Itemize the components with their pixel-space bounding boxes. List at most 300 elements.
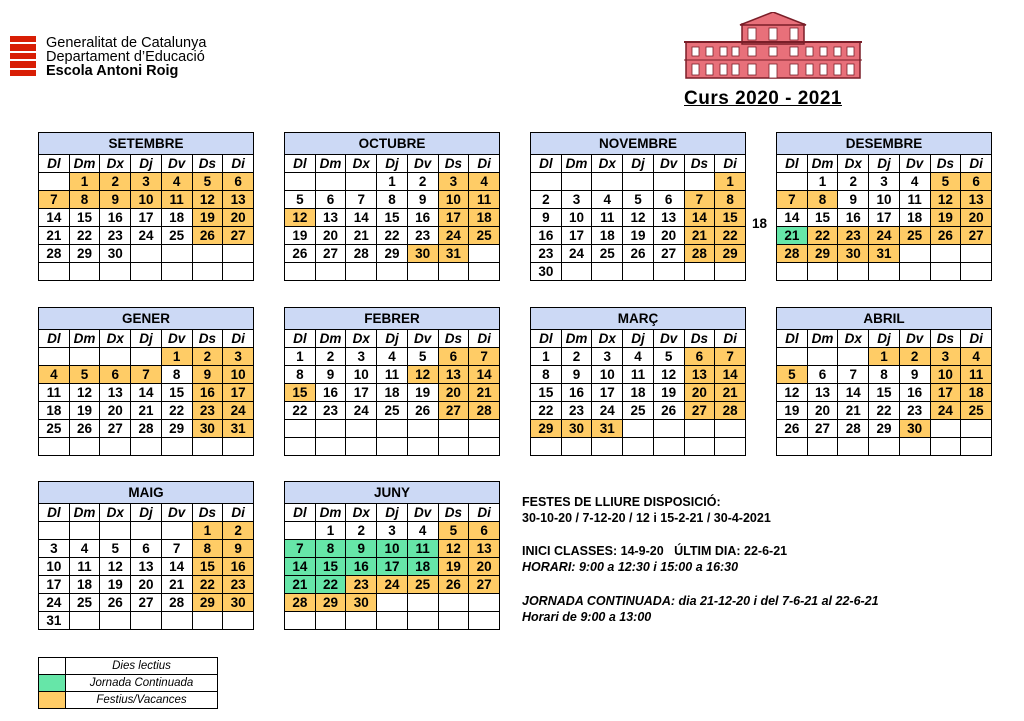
info-festes (522, 494, 771, 526)
empty-cell (469, 263, 500, 281)
day-cell: 17 (377, 558, 408, 576)
day-cell: 28 (469, 402, 500, 420)
day-cell: 3 (438, 173, 469, 191)
day-cell: 3 (592, 348, 623, 366)
day-cell: 18 (592, 227, 623, 245)
empty-cell (930, 420, 961, 438)
day-cell: 18 (69, 576, 100, 594)
empty-cell (684, 420, 715, 438)
day-cell: 11 (161, 191, 192, 209)
empty-cell (346, 612, 377, 630)
legend-row (39, 692, 218, 709)
day-cell: 18 (899, 209, 930, 227)
weekday-label: Dv (407, 330, 438, 348)
day-cell: 3 (930, 348, 961, 366)
month-name: MAIG (39, 482, 254, 504)
month-name: JUNY (285, 482, 500, 504)
weekday-label: Di (223, 330, 254, 348)
empty-cell (899, 245, 930, 263)
day-cell: 27 (807, 420, 838, 438)
empty-cell (131, 612, 162, 630)
weekday-label: Dm (561, 155, 592, 173)
day-cell: 24 (869, 227, 900, 245)
weekday-label: Dj (623, 155, 654, 173)
day-cell: 21 (131, 402, 162, 420)
day-cell: 27 (653, 245, 684, 263)
generalitat-logo-icon (10, 36, 36, 76)
day-cell: 20 (961, 209, 992, 227)
day-cell: 17 (223, 384, 254, 402)
empty-cell (469, 438, 500, 456)
empty-cell (377, 594, 408, 612)
empty-cell (407, 420, 438, 438)
month-name: FEBRER (285, 308, 500, 330)
day-cell: 14 (285, 558, 316, 576)
day-cell: 11 (39, 384, 70, 402)
day-cell: 14 (39, 209, 70, 227)
day-cell: 5 (438, 522, 469, 540)
day-cell: 16 (899, 384, 930, 402)
weekday-label: Dl (777, 155, 808, 173)
day-cell: 19 (438, 558, 469, 576)
weekday-label: Dl (531, 155, 562, 173)
day-cell: 25 (69, 594, 100, 612)
empty-cell (838, 438, 869, 456)
empty-cell (653, 420, 684, 438)
empty-cell (531, 438, 562, 456)
day-cell: 19 (623, 227, 654, 245)
day-cell: 15 (715, 209, 746, 227)
day-cell: 17 (930, 384, 961, 402)
empty-cell (39, 522, 70, 540)
empty-cell (961, 420, 992, 438)
weekday-label: Dv (899, 155, 930, 173)
day-cell: 1 (531, 348, 562, 366)
empty-cell (715, 438, 746, 456)
day-cell: 17 (438, 209, 469, 227)
empty-cell (869, 438, 900, 456)
day-cell: 15 (807, 209, 838, 227)
day-cell: 19 (407, 384, 438, 402)
festes-title: FESTES DE LLIURE DISPOSICIÓ: (522, 495, 721, 509)
day-cell: 14 (715, 366, 746, 384)
day-cell: 30 (346, 594, 377, 612)
weekday-label: Ds (438, 504, 469, 522)
day-cell: 29 (315, 594, 346, 612)
weekday-label: Ds (930, 330, 961, 348)
weekday-label: Dm (561, 330, 592, 348)
day-cell: 12 (930, 191, 961, 209)
day-cell: 25 (469, 227, 500, 245)
day-cell: 6 (223, 173, 254, 191)
day-cell: 21 (469, 384, 500, 402)
empty-cell (438, 612, 469, 630)
day-cell: 24 (39, 594, 70, 612)
empty-cell (592, 173, 623, 191)
day-cell: 27 (469, 576, 500, 594)
day-cell: 10 (131, 191, 162, 209)
day-cell: 23 (838, 227, 869, 245)
day-cell: 21 (715, 384, 746, 402)
day-cell: 6 (653, 191, 684, 209)
day-cell: 16 (531, 227, 562, 245)
day-cell: 7 (285, 540, 316, 558)
weekday-label: Ds (438, 155, 469, 173)
empty-cell (777, 438, 808, 456)
legend-label: Festius/Vacances (66, 692, 218, 709)
day-cell: 5 (653, 348, 684, 366)
day-cell: 3 (869, 173, 900, 191)
day-cell: 28 (838, 420, 869, 438)
day-cell: 4 (623, 348, 654, 366)
month-name: GENER (39, 308, 254, 330)
day-cell: 31 (592, 420, 623, 438)
weekday-label: Ds (192, 155, 223, 173)
empty-cell (223, 438, 254, 456)
day-cell: 7 (469, 348, 500, 366)
day-cell: 14 (684, 209, 715, 227)
empty-cell (961, 245, 992, 263)
day-cell: 30 (100, 245, 131, 263)
day-cell: 18 (39, 402, 70, 420)
empty-cell (39, 263, 70, 281)
day-cell: 14 (346, 209, 377, 227)
weekday-label: Dv (407, 504, 438, 522)
day-cell: 1 (69, 173, 100, 191)
school-building-icon (684, 12, 862, 80)
day-cell: 20 (315, 227, 346, 245)
legend-swatch (39, 692, 66, 709)
empty-cell (285, 438, 316, 456)
empty-cell (315, 420, 346, 438)
day-cell: 7 (715, 348, 746, 366)
day-cell: 10 (561, 209, 592, 227)
empty-cell (592, 263, 623, 281)
day-cell: 26 (777, 420, 808, 438)
day-cell: 10 (869, 191, 900, 209)
day-cell: 17 (561, 227, 592, 245)
day-cell: 29 (161, 420, 192, 438)
day-cell: 26 (192, 227, 223, 245)
header (10, 36, 206, 78)
day-cell: 3 (39, 540, 70, 558)
day-cell: 2 (838, 173, 869, 191)
day-cell: 22 (315, 576, 346, 594)
weekday-label: Di (469, 504, 500, 522)
day-cell: 8 (807, 191, 838, 209)
month-name: ABRIL (777, 308, 992, 330)
school-name: Escola Antoni Roig (46, 63, 179, 79)
weekday-label: Dj (131, 504, 162, 522)
day-cell: 8 (869, 366, 900, 384)
day-cell: 15 (69, 209, 100, 227)
day-cell: 21 (346, 227, 377, 245)
empty-cell (192, 263, 223, 281)
empty-cell (131, 348, 162, 366)
day-cell: 22 (285, 402, 316, 420)
legend-label: Jornada Continuada (66, 675, 218, 692)
day-cell: 28 (346, 245, 377, 263)
empty-cell (161, 612, 192, 630)
day-cell: 14 (131, 384, 162, 402)
day-cell: 15 (315, 558, 346, 576)
weekday-label: Ds (684, 155, 715, 173)
horari: HORARI: 9:00 a 12:30 i 15:00 a 16:30 (522, 560, 739, 574)
day-cell: 8 (531, 366, 562, 384)
weekday-label: Dm (69, 330, 100, 348)
day-cell: 19 (192, 209, 223, 227)
empty-cell (161, 438, 192, 456)
day-cell: 31 (438, 245, 469, 263)
day-cell: 11 (623, 366, 654, 384)
day-cell: 13 (807, 384, 838, 402)
day-cell: 6 (100, 366, 131, 384)
day-cell: 10 (438, 191, 469, 209)
empty-cell (377, 438, 408, 456)
day-cell: 7 (161, 540, 192, 558)
day-cell: 15 (161, 384, 192, 402)
day-cell: 25 (961, 402, 992, 420)
day-cell: 22 (531, 402, 562, 420)
weekday-label: Dj (377, 330, 408, 348)
day-cell: 13 (469, 540, 500, 558)
month-maig (38, 481, 254, 630)
day-cell: 4 (469, 173, 500, 191)
empty-cell (315, 438, 346, 456)
day-cell: 20 (684, 384, 715, 402)
weekday-label: Dl (285, 330, 316, 348)
day-cell: 18 (377, 384, 408, 402)
legend-swatch (39, 675, 66, 692)
month-abril (776, 307, 992, 456)
weekday-label: Dm (69, 155, 100, 173)
day-cell: 13 (961, 191, 992, 209)
day-cell: 4 (961, 348, 992, 366)
day-cell: 14 (161, 558, 192, 576)
weekday-label: Dl (531, 330, 562, 348)
day-cell: 12 (192, 191, 223, 209)
day-cell: 9 (899, 366, 930, 384)
day-cell: 12 (438, 540, 469, 558)
empty-cell (346, 420, 377, 438)
day-cell: 27 (684, 402, 715, 420)
day-cell: 17 (869, 209, 900, 227)
day-cell: 1 (715, 173, 746, 191)
empty-cell (285, 173, 316, 191)
day-cell: 28 (285, 594, 316, 612)
day-cell: 24 (223, 402, 254, 420)
day-cell: 22 (192, 576, 223, 594)
weekday-label: Dv (407, 155, 438, 173)
day-cell: 25 (39, 420, 70, 438)
weekday-label: Dm (315, 504, 346, 522)
day-cell: 9 (315, 366, 346, 384)
day-cell: 13 (100, 384, 131, 402)
empty-cell (285, 612, 316, 630)
day-cell: 16 (223, 558, 254, 576)
day-cell: 8 (192, 540, 223, 558)
day-cell: 11 (377, 366, 408, 384)
empty-cell (807, 348, 838, 366)
weekday-label: Di (469, 155, 500, 173)
day-cell: 4 (899, 173, 930, 191)
empty-cell (223, 612, 254, 630)
day-cell: 10 (930, 366, 961, 384)
empty-cell (100, 522, 131, 540)
day-cell: 16 (407, 209, 438, 227)
day-cell: 6 (684, 348, 715, 366)
day-cell: 28 (715, 402, 746, 420)
weekday-label: Dj (377, 504, 408, 522)
month-juny (284, 481, 500, 630)
weekday-label: Dv (161, 155, 192, 173)
day-cell: 28 (131, 420, 162, 438)
day-cell: 10 (39, 558, 70, 576)
empty-cell (930, 438, 961, 456)
month-setembre (38, 132, 254, 281)
day-cell: 11 (69, 558, 100, 576)
day-cell: 19 (930, 209, 961, 227)
day-cell: 30 (407, 245, 438, 263)
day-cell: 4 (377, 348, 408, 366)
empty-cell (469, 594, 500, 612)
day-cell: 27 (315, 245, 346, 263)
day-cell: 16 (838, 209, 869, 227)
empty-cell (192, 245, 223, 263)
empty-cell (684, 173, 715, 191)
empty-cell (592, 438, 623, 456)
day-cell: 26 (653, 402, 684, 420)
empty-cell (285, 420, 316, 438)
day-cell: 1 (315, 522, 346, 540)
day-cell: 10 (592, 366, 623, 384)
day-cell: 16 (315, 384, 346, 402)
jornada-title: JORNADA CONTINUADA: dia 21-12-20 i del 7-6-21 al 22-6-21 (522, 594, 879, 608)
day-cell: 9 (100, 191, 131, 209)
month-name: SETEMBRE (39, 133, 254, 155)
weekday-label: Dv (653, 155, 684, 173)
day-cell: 10 (346, 366, 377, 384)
day-cell: 11 (469, 191, 500, 209)
day-cell: 12 (777, 384, 808, 402)
day-cell: 15 (192, 558, 223, 576)
day-cell: 1 (285, 348, 316, 366)
day-cell: 29 (531, 420, 562, 438)
day-cell: 9 (561, 366, 592, 384)
day-cell: 30 (838, 245, 869, 263)
day-cell: 18 (623, 384, 654, 402)
day-cell: 7 (131, 366, 162, 384)
day-cell: 15 (377, 209, 408, 227)
empty-cell (469, 420, 500, 438)
day-cell: 23 (407, 227, 438, 245)
empty-cell (899, 263, 930, 281)
day-cell: 29 (715, 245, 746, 263)
jornada-horari: Horari de 9:00 a 13:00 (522, 610, 652, 624)
day-cell: 9 (407, 191, 438, 209)
month-novembre (530, 132, 746, 281)
day-cell: 26 (285, 245, 316, 263)
empty-cell (407, 594, 438, 612)
day-cell: 4 (161, 173, 192, 191)
empty-cell (961, 438, 992, 456)
empty-cell (100, 612, 131, 630)
weekday-label: Di (223, 155, 254, 173)
empty-cell (161, 245, 192, 263)
day-cell: 21 (161, 576, 192, 594)
day-cell: 2 (561, 348, 592, 366)
day-cell: 2 (223, 522, 254, 540)
day-cell: 29 (69, 245, 100, 263)
empty-cell (285, 263, 316, 281)
day-cell: 5 (192, 173, 223, 191)
empty-cell (869, 263, 900, 281)
empty-cell (469, 612, 500, 630)
day-cell: 18 (161, 209, 192, 227)
day-cell: 23 (192, 402, 223, 420)
day-cell: 4 (407, 522, 438, 540)
legend (38, 657, 218, 709)
day-cell: 5 (623, 191, 654, 209)
weekday-label: Di (715, 330, 746, 348)
day-cell: 4 (69, 540, 100, 558)
day-cell: 4 (39, 366, 70, 384)
day-cell: 13 (315, 209, 346, 227)
day-cell: 28 (39, 245, 70, 263)
day-cell: 12 (623, 209, 654, 227)
day-cell: 8 (161, 366, 192, 384)
empty-cell (161, 522, 192, 540)
day-cell: 17 (39, 576, 70, 594)
empty-cell (39, 173, 70, 191)
day-cell: 23 (899, 402, 930, 420)
empty-cell (469, 245, 500, 263)
day-cell: 17 (131, 209, 162, 227)
day-cell: 2 (346, 522, 377, 540)
weekday-label: Dx (346, 330, 377, 348)
day-cell: 5 (930, 173, 961, 191)
weekday-label: Dm (315, 155, 346, 173)
day-cell: 31 (39, 612, 70, 630)
weekday-label: Ds (684, 330, 715, 348)
day-cell: 8 (377, 191, 408, 209)
day-cell: 30 (223, 594, 254, 612)
legend-row (39, 658, 218, 675)
weekday-label: Dx (100, 504, 131, 522)
extra-note: 18 (752, 216, 768, 231)
legend-label: Dies lectius (66, 658, 218, 675)
day-cell: 9 (838, 191, 869, 209)
empty-cell (223, 263, 254, 281)
day-cell: 3 (131, 173, 162, 191)
day-cell: 21 (838, 402, 869, 420)
day-cell: 16 (192, 384, 223, 402)
day-cell: 26 (623, 245, 654, 263)
day-cell: 1 (192, 522, 223, 540)
empty-cell (192, 438, 223, 456)
day-cell: 22 (715, 227, 746, 245)
day-cell: 25 (407, 576, 438, 594)
month-març (530, 307, 746, 456)
day-cell: 12 (407, 366, 438, 384)
day-cell: 24 (346, 402, 377, 420)
day-cell: 25 (623, 402, 654, 420)
empty-cell (100, 263, 131, 281)
empty-cell (930, 263, 961, 281)
day-cell: 13 (131, 558, 162, 576)
month-gener (38, 307, 254, 456)
empty-cell (561, 173, 592, 191)
